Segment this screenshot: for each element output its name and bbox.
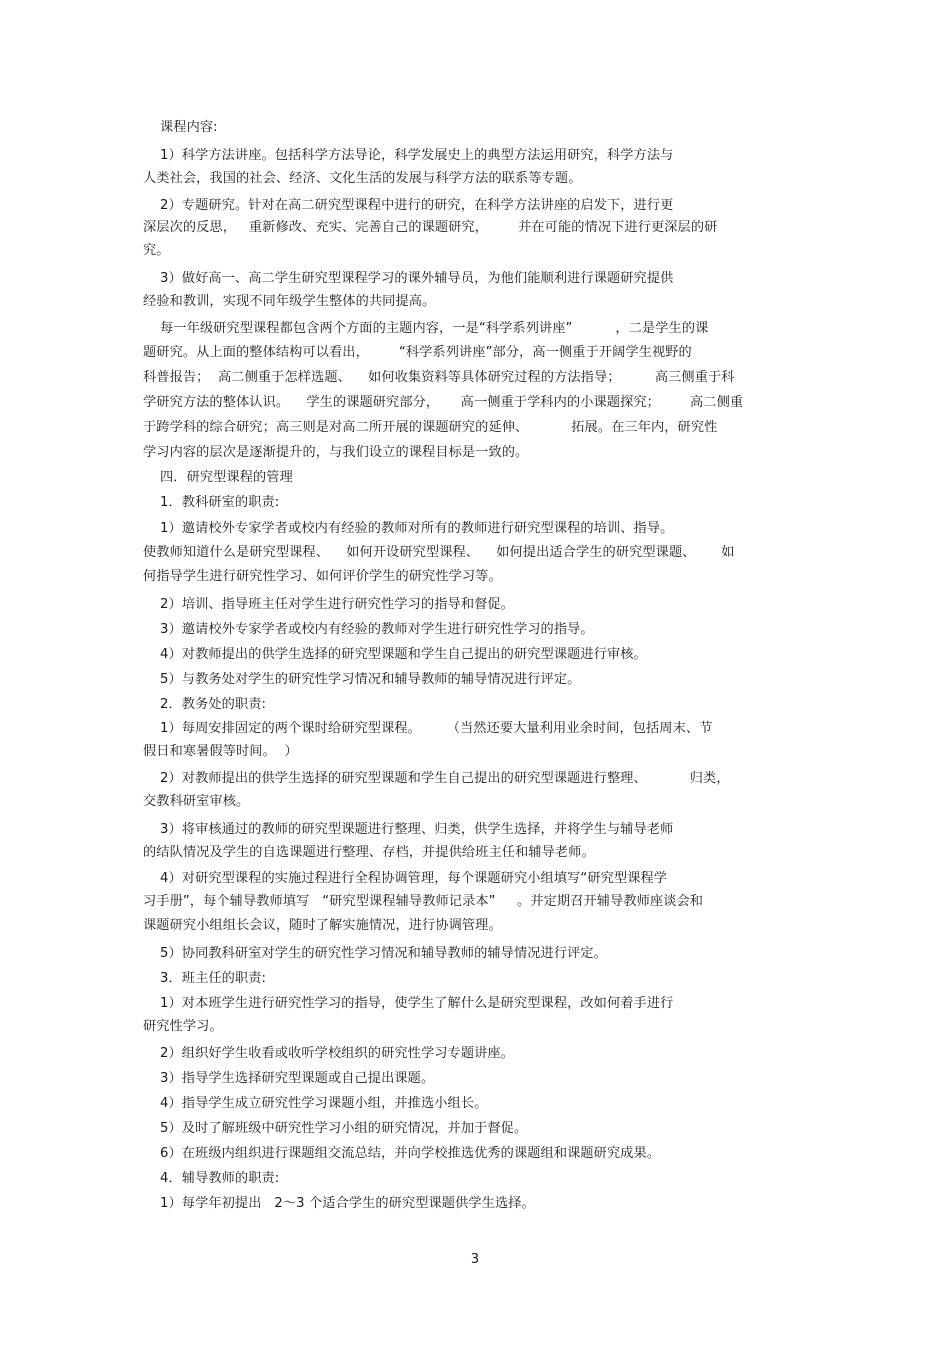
subsection-heading: 2．教务处的职责: [160,697,267,712]
text-line: 课题研究小组组长会议，随时了解实施情况，进行协调管理。 [143,918,502,933]
text-line: 的结队情况及学生的自选课题进行整理、存档，并提供给班主任和辅导老师。 [143,845,595,860]
text-line: 2）培训、指导班主任对学生进行研究性学习的指导和督促。 [160,597,514,612]
text-line: 5）协同教科研室对学生的研究性学习情况和辅导教师的辅导情况进行评定。 [160,946,607,961]
section-heading: 四．研究型课程的管理 [160,470,293,485]
subsection-heading: 1．教科研室的职责: [160,495,280,510]
text-line: 课程内容: [160,120,218,135]
text-line: 4）对教师提出的供学生选择的研究型课题和学生自己提出的研究型课题进行审核。 [160,647,647,662]
text-line: 何指导学生进行研究性学习、如何评价学生的研究性学习等。 [143,569,502,584]
text-line: 1）对本班学生进行研究性学习的指导，使学生了解什么是研究型课程，改如何着手进行 [160,996,674,1011]
subsection-heading: 4．辅导教师的职责: [160,1171,280,1186]
text-line: 1）每周安排固定的两个课时给研究型课程。 （当然还要大量利用业余时间，包括周末、节 [160,721,713,736]
text-line: 3）邀请校外专家学者或校内有经验的教师对学生进行研究性学习的指导。 [160,622,594,637]
text-line: 深层次的反思， 重新修改、充实、完善自己的课题研究， 并在可能的情况下进行更深层的研 [143,220,718,235]
subsection-heading: 3．班主任的职责: [160,971,267,986]
text-line: 习手册”，每个辅导教师填写 “研究型课程辅导教师记录本” 。并定期召开辅导教师座谈会和 [143,894,704,909]
text-line: 于跨学科的综合研究；高三则是对高二所开展的课题研究的延伸、 拓展。在三年内，研究性 [143,420,718,435]
text-line: 5）及时了解班级中研究性学习小组的研究情况，并加于督促。 [160,1121,528,1136]
text-line: 1）邀请校外专家学者或校内有经验的教师对所有的教师进行研究型课程的培训、指导。 [160,521,674,536]
text-line: 题研究。从上面的整体结构可以看出， “科学系列讲座”部分，高一侧重于开阔学生视野的 [143,345,692,360]
text-line: 4）对研究型课程的实施过程进行全程协调管理，每个课题研究小组填写“研究型课程学 [160,871,668,886]
text-line: 2）组织好学生收看或收听学校组织的研究性学习专题讲座。 [160,1046,514,1061]
page-number: 3 [470,1252,480,1267]
text-line: 4）指导学生成立研究性学习课题小组，并推选小组长。 [160,1096,488,1111]
text-line: 2）专题研究。针对在高二研究型课程中进行的研究，在科学方法讲座的启发下，进行更 [160,198,674,213]
text-line: 1）科学方法讲座。包括科学方法导论，科学发展史上的典型方法运用研究，科学方法与 [160,148,674,163]
text-line: 交教科研室审核。 [143,794,250,809]
text-line: 科普报告； 高二侧重于怎样选题、 如何收集资料等具体研究过程的方法指导； 高三侧重于科 [143,370,735,385]
text-line: 学习内容的层次是逐渐提升的，与我们设立的课程目标是一致的。 [143,445,529,460]
text-line: 学研究方法的整体认识。 学生的课题研究部分， 高一侧重于学科内的小课题探究； 高二侧重 [143,395,744,410]
text-line: 究。 [143,243,170,258]
text-line: 2）对教师提出的供学生选择的研究型课题和学生自己提出的研究型课题进行整理、 归类， [160,771,730,786]
text-line: 3）做好高一、高二学生研究型课程学习的课外辅导员，为他们能顺利进行课题研究提供 [160,271,674,286]
text-line: 研究性学习。 [143,1019,223,1034]
text-line: 每一年级研究型课程都包含两个方面的主题内容，一是“科学系列讲座” ，二是学生的课 [160,321,709,336]
text-line: 3）指导学生选择研究型课题或自己提出课题。 [160,1071,435,1086]
text-line: 5）与教务处对学生的研究性学习情况和辅导教师的辅导情况进行评定。 [160,672,581,687]
text-line: 人类社会，我国的社会、经济、文化生活的发展与科学方法的联系等专题。 [143,171,582,186]
text-line: 3）将审核通过的教师的研究型课题进行整理、归类，供学生选择，并将学生与辅导老师 [160,822,674,837]
text-line: 6）在班级内组织进行课题组交流总结，并向学校推选优秀的课题组和课题研究成果。 [160,1146,661,1161]
text-line: 经验和教训，实现不同年级学生整体的共同提高。 [143,294,436,309]
text-line: 假日和寒暑假等时间。 ） [143,744,298,759]
text-line: 1）每学年初提出 2～3 个适合学生的研究型课题供学生选择。 [160,1196,535,1211]
text-line: 使教师知道什么是研究型课程、 如何开设研究型课程、 如何提出适合学生的研究型课题、 如 [143,545,735,560]
